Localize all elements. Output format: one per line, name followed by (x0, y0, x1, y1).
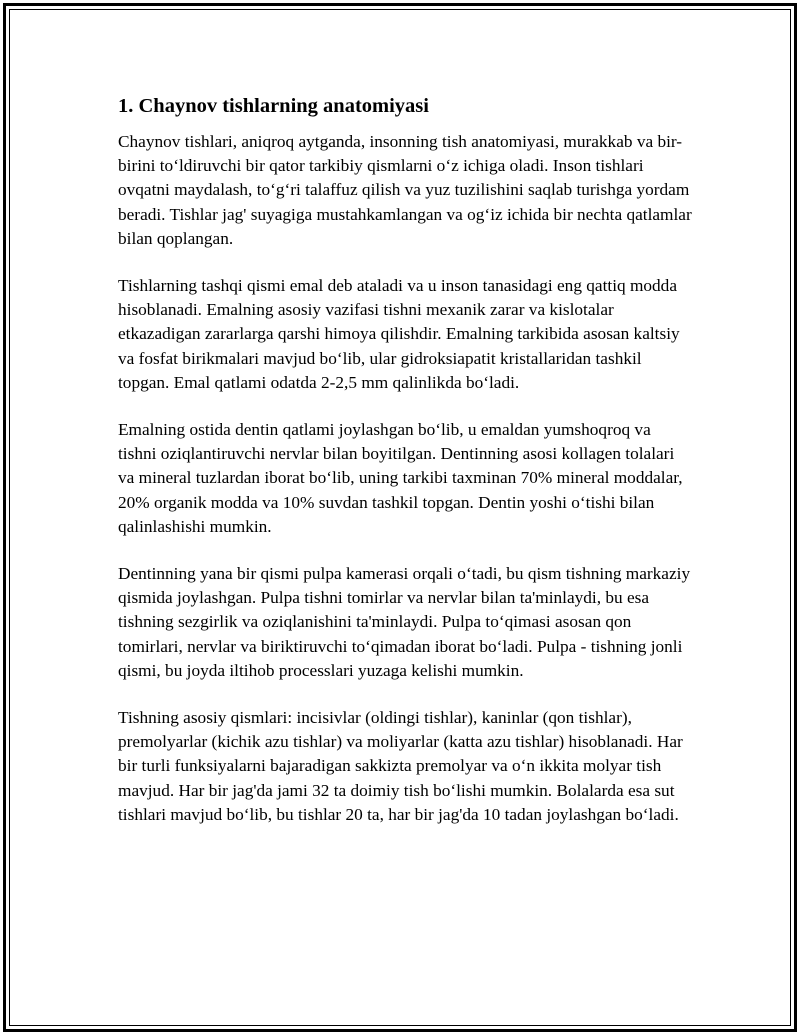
paragraph-dentin: Emalning ostida dentin qatlami joylashgan boʻlib, u emaldan yumshoqroq va tishni oziqlantiruvchi nervlar bilan boyitilgan. Dentinning asosi kollagen tolalari va mineral tuzlardan iborat boʻlib, uning tarkibi taxminan 70% mineral moddalar, 20% organik modda va 10% suvdan tashkil topgan. Dentin yoshi oʻtishi bilan qalinlashishi mumkin. (118, 420, 683, 536)
section-heading: 1. Chaynov tishlarning anatomiyasi (118, 95, 429, 117)
paragraph-enamel: Tishlarning tashqi qismi emal deb ataladi va u inson tanasidagi eng qattiq modda hisoblanadi. Emalning asosiy vazifasi tishni mexanik zarar va kislotalar etkazadigan zararlarga qarshi himoya qilishdir. Emalning tarkibida asosan kaltsiy va fosfat birikmalari mavjud boʻlib, ular gidroksiapatit kristallaridan tashkil topgan. Emal qatlami odatda 2-2,5 mm qalinlikda boʻladi. (118, 276, 680, 392)
paragraph-intro: Chaynov tishlari, aniqroq aytganda, insonning tish anatomiyasi, murakkab va bir-birini toʻldiruvchi bir qator tarkibiy qismlarni oʻz ichiga oladi. Inson tishlari ovqatni maydalash, toʻgʻri talaffuz qilish va yuz tuzilishini saqlab turishga yordam beradi. Tishlar jag' suyagiga mustahkamlangan va ogʻiz ichida bir nechta qatlamlar bilan qoplangan. (118, 132, 692, 248)
paragraph-tooth-types: Tishning asosiy qismlari: incisivlar (oldingi tishlar), kaninlar (qon tishlar), premolyarlar (kichik azu tishlar) va moliyarlar (katta azu tishlar) hisoblanadi. Har bir turli funksiyalarni bajaradigan sakkizta premolyar va oʻn ikkita molyar tish mavjud. Har bir jag'da jami 32 ta doimiy tish boʻlishi mumkin. Bolalarda esa sut tishlari mavjud boʻlib, bu tishlar 20 ta, har bir jag'da 10 tadan joylashgan boʻladi. (118, 708, 683, 824)
document-body (118, 92, 692, 850)
paragraph-pulp: Dentinning yana bir qismi pulpa kamerasi orqali oʻtadi, bu qism tishning markaziy qismida joylashgan. Pulpa tishni tomirlar va nervlar bilan ta'minlaydi, bu esa tishning sezgirlik va oziqlanishini ta'minlaydi. Pulpa toʻqimasi asosan qon tomirlari, nervlar va biriktiruvchi toʻqimadan iborat boʻladi. Pulpa - tishning jonli qismi, bu joyda iltihob processlari yuzaga kelishi mumkin. (118, 564, 691, 680)
